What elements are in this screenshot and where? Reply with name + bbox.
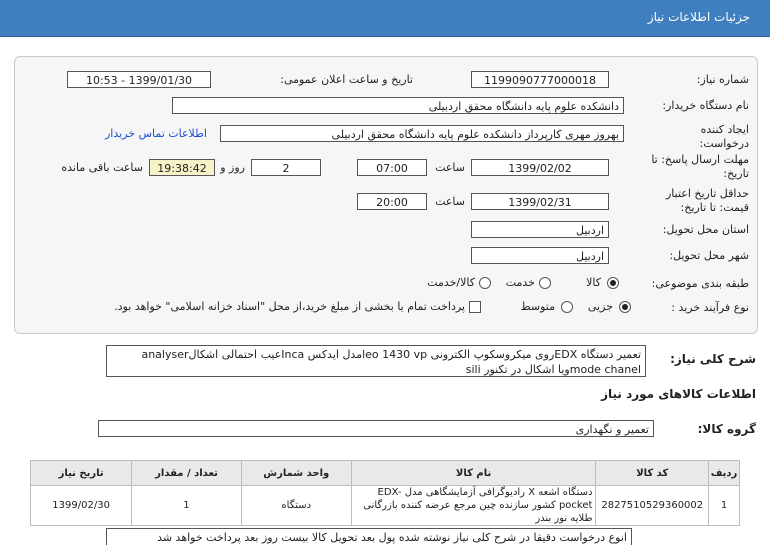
buyer-field: دانشکده علوم پایه دانشگاه محقق اردبیلی [172,97,624,114]
goods-group-field: تعمیر و نگهداری [98,420,654,437]
category-label: طبقه بندی موضوعی: [651,277,749,290]
validity-time-field: 20:00 [357,193,427,210]
days-remaining-field: 2 [251,159,321,176]
process-minor-radio[interactable] [619,301,631,313]
validity-date-field: 1399/02/31 [471,193,609,210]
need-number-field: 1199090777000018 [471,71,609,88]
goods-group-label: گروه کالا: [697,422,756,436]
reply-time-label: ساعت [435,161,465,174]
remaining-time-label: ساعت باقی مانده [61,161,143,174]
need-number-label: شماره نیاز: [696,73,749,86]
buyer-notes-field: انوع درخواست دقیقا در شرح کلی نیاز نوشته شده پول بعد تحویل کالا بیست روز بعد پرداخت خواهد شد [106,528,632,545]
summary-text: تعمیر دستگاه EDXروی میکروسکوپ الکترونی leo 1430 vpمدل ایدکس Incaعیب احتمالی اشکالanalyser mode chanelویا اشکال در تکنور sili [106,345,646,377]
buyer-contact-link[interactable]: اطلاعات تماس خریدار [105,127,207,140]
unit: دستگاه [241,486,351,526]
validity-time-label: ساعت [435,195,465,208]
need-details-panel [14,56,758,334]
need-date: 1399/02/30 [31,486,132,526]
province-field: اردبیل [471,221,609,238]
goods-code: 2827510529360002 [596,486,709,526]
buyer-label: نام دستگاه خریدار: [662,99,749,112]
category-both-radio[interactable] [479,277,491,289]
category-goods-radio[interactable] [607,277,619,289]
city-label: شهر محل تحویل: [669,249,749,262]
treasury-payment-note: پرداخت تمام یا بخشی از مبلغ خرید،از محل "اسناد خزانه اسلامی" خواهد بود. [114,300,465,313]
announce-date-field: 1399/01/30 - 10:53 [67,71,211,88]
header-quantity: تعداد / مقدار [132,461,242,486]
goods-info-title: اطلاعات کالاهای مورد نیاز [601,387,756,401]
goods-table [30,460,740,526]
quantity: 1 [132,486,242,526]
title-bar [0,0,770,37]
city-field: اردبیل [471,247,609,264]
reply-time-field: 07:00 [357,159,427,176]
process-type-label: نوع فرآیند خرید : [671,301,749,314]
province-label: استان محل تحویل: [662,223,749,236]
header-row-num: ردیف [709,461,740,486]
summary-label: شرح کلی نیاز: [670,352,756,366]
category-service-label: خدمت [505,276,535,289]
process-medium-label: متوسط [520,300,555,313]
creator-field: بهروز مهری کارپرداز دانشکده علوم پایه دانشگاه محقق اردبیلی [220,125,624,142]
row-num: 1 [709,486,740,526]
header-need-date: تاریخ نیاز [31,461,132,486]
process-minor-label: جزیی [587,300,613,313]
creator-label: ایجاد کننده درخواست: [699,123,749,150]
header-goods-name: نام کالا [351,461,596,486]
goods-name: دستگاه اشعه X رادیوگرافی آزمایشگاهی مدل EDX-pocket کشور سازنده چین مرجع عرضه کننده بازرگانی طلایه نور بندر [351,486,596,526]
reply-date-field: 1399/02/02 [471,159,609,176]
category-both-label: کالا/خدمت [427,276,475,289]
countdown-field: 19:38:42 [149,159,215,176]
header-unit: واحد شمارش [241,461,351,486]
reply-deadline-label: مهلت ارسال پاسخ: تا تاریخ: [651,153,749,180]
page-title: جزئیات اطلاعات نیاز [647,10,750,24]
category-service-radio[interactable] [539,277,551,289]
treasury-payment-checkbox[interactable] [469,301,481,313]
process-medium-radio[interactable] [561,301,573,313]
days-label: روز و [220,161,245,174]
price-validity-label: حداقل تاریخ اعتبار قیمت: تا تاریخ: [665,187,749,214]
category-goods-label: کالا [586,276,601,289]
announce-date-label: تاریخ و ساعت اعلان عمومی: [280,73,413,86]
goods-table-header [31,461,740,486]
table-row [31,486,740,526]
header-goods-code: کد کالا [596,461,709,486]
